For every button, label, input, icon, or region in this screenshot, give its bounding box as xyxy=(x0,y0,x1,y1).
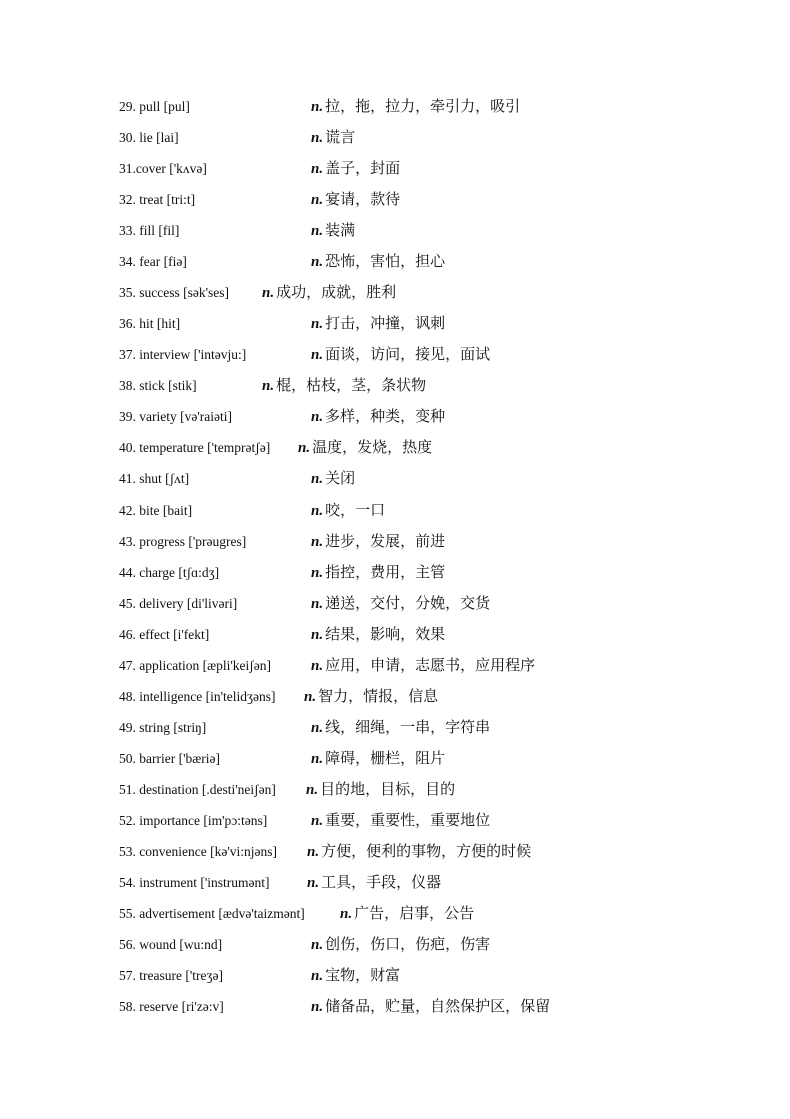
entry-word: 54. instrument ['instrumənt] xyxy=(119,875,270,890)
part-of-speech: n. xyxy=(311,750,324,767)
entry-definition xyxy=(311,625,445,645)
entry-word: 39. variety [və'raiəti] xyxy=(119,409,233,425)
part-of-speech: n. xyxy=(311,968,324,985)
part-of-speech: n. xyxy=(311,347,324,364)
definition-text: 方便，便利的事物，方便的时候 xyxy=(321,843,532,860)
part-of-speech: n. xyxy=(307,843,320,860)
definition-text: 咬，一口 xyxy=(325,502,386,519)
part-of-speech: n. xyxy=(311,595,324,612)
entry-word: 44. charge [tʃɑ:dʒ] xyxy=(119,564,220,580)
part-of-speech: n. xyxy=(311,223,324,240)
part-of-speech: n. xyxy=(311,937,324,954)
definition-text: 工具，手段，仪器 xyxy=(321,875,442,891)
definition-text: 智力，情报，信息 xyxy=(318,688,439,705)
entry-word: 50. barrier ['bæriə] xyxy=(119,750,221,766)
entry-word: 40. temperature ['temprətʃə] xyxy=(119,440,271,456)
entry-word: 58. reserve [ri'zə:v] xyxy=(119,999,224,1015)
part-of-speech: n. xyxy=(262,378,275,395)
entry-definition xyxy=(307,873,441,893)
definition-text: 指控，费用，主管 xyxy=(325,564,446,581)
part-of-speech: n. xyxy=(311,192,324,209)
definition-text: 成功，成就，胜利 xyxy=(276,285,397,302)
entry-definition xyxy=(311,594,490,614)
entry-word: 30. lie [lai] xyxy=(119,130,179,146)
entry-word: 35. success [sək'ses] xyxy=(119,285,230,301)
entry-definition xyxy=(311,345,490,365)
definition-text: 递送，交付，分娩，交货 xyxy=(325,595,491,612)
part-of-speech: n. xyxy=(311,130,324,147)
definition-text: 温度，发烧，热度 xyxy=(312,440,433,457)
part-of-speech: n. xyxy=(311,99,324,115)
entry-definition xyxy=(311,159,400,179)
entry-definition xyxy=(311,501,385,521)
entry-definition xyxy=(311,252,445,272)
entry-word: 46. effect [i'fekt] xyxy=(119,626,210,642)
entry-word: 56. wound [wu:nd] xyxy=(119,937,223,953)
part-of-speech: n. xyxy=(311,161,324,178)
entry-definition xyxy=(311,966,400,986)
entry-definition xyxy=(262,376,426,396)
entry-definition xyxy=(311,935,490,955)
entry-definition xyxy=(340,904,474,924)
entry-word: 33. fill [fil] xyxy=(119,223,180,239)
part-of-speech: n. xyxy=(340,906,353,923)
entry-definition xyxy=(311,407,445,427)
definition-text: 恐怖，害怕，担心 xyxy=(325,254,446,271)
definition-text: 宴请，款待 xyxy=(325,192,401,209)
entry-definition xyxy=(311,128,355,148)
definition-text: 棍，枯枝，茎，条状物 xyxy=(276,378,427,395)
part-of-speech: n. xyxy=(262,285,275,302)
definition-text: 障碍，栅栏，阻片 xyxy=(325,750,446,767)
entry-word: 48. intelligence [in'telidʒəns] xyxy=(119,688,276,704)
entry-definition xyxy=(307,842,531,862)
entry-word: 38. stick [stik] xyxy=(119,378,197,394)
definition-text: 进步，发展，前进 xyxy=(325,533,446,550)
entry-word: 32. treat [tri:t] xyxy=(119,192,196,208)
part-of-speech: n. xyxy=(311,533,324,550)
part-of-speech: n. xyxy=(311,626,324,643)
part-of-speech: n. xyxy=(311,254,324,271)
part-of-speech: n. xyxy=(298,440,311,457)
definition-text: 打击，冲撞，讽刺 xyxy=(325,316,446,333)
definition-text: 盖子，封面 xyxy=(325,161,401,178)
entry-definition xyxy=(304,687,438,707)
definition-text: 创伤，伤口，伤疤，伤害 xyxy=(325,937,491,954)
definition-text: 面谈，访问，接见，面试 xyxy=(325,347,491,364)
entry-word: 51. destination [.desti'neiʃən] xyxy=(119,781,276,797)
entry-word: 36. hit [hit] xyxy=(119,316,181,332)
definition-text: 应用，申请，志愿书，应用程序 xyxy=(325,657,536,674)
definition-text: 装满 xyxy=(325,223,356,240)
entry-word: 43. progress ['prəugres] xyxy=(119,533,247,549)
definition-text: 广告，启事，公告 xyxy=(354,906,475,923)
part-of-speech: n. xyxy=(306,781,319,798)
entry-word: 41. shut [ʃʌt] xyxy=(119,471,190,487)
part-of-speech: n. xyxy=(311,316,324,333)
entry-word: 29. pull [pul] xyxy=(119,99,190,114)
entry-definition xyxy=(262,283,396,303)
entry-word: 57. treasure ['treʒə] xyxy=(119,968,223,984)
entry-definition xyxy=(311,997,550,1017)
part-of-speech: n. xyxy=(311,719,324,736)
definition-text: 目的地，目标，目的 xyxy=(320,781,456,798)
entry-definition xyxy=(311,97,520,117)
part-of-speech: n. xyxy=(311,471,324,488)
entry-word: 45. delivery [di'livəri] xyxy=(119,595,238,611)
entry-definition xyxy=(306,780,455,800)
definition-text: 重要，重要性，重要地位 xyxy=(325,812,491,829)
definition-text: 宝物，财富 xyxy=(325,968,401,985)
entry-definition xyxy=(311,221,355,241)
part-of-speech: n. xyxy=(311,564,324,581)
entry-definition xyxy=(311,718,490,738)
entry-definition xyxy=(311,532,445,552)
entry-word: 49. string [striŋ] xyxy=(119,719,207,735)
definition-text: 谎言 xyxy=(325,130,356,147)
definition-text: 线，细绳，一串，字符串 xyxy=(325,719,491,736)
part-of-speech: n. xyxy=(311,657,324,674)
entry-word: 52. importance [im'pɔ:təns] xyxy=(119,812,268,828)
entry-word: 53. convenience [kə'vi:njəns] xyxy=(119,843,277,859)
part-of-speech: n. xyxy=(311,999,324,1016)
part-of-speech: n. xyxy=(307,875,320,891)
entry-word: 31.cover ['kʌvə] xyxy=(119,161,207,177)
definition-text: 拉，拖，拉力，牵引力，吸引 xyxy=(325,99,521,115)
part-of-speech: n. xyxy=(311,812,324,829)
definition-text: 关闭 xyxy=(325,471,356,488)
entry-word: 37. interview ['intəvju:] xyxy=(119,347,247,363)
entry-definition xyxy=(311,469,355,489)
definition-text: 结果，影响，效果 xyxy=(325,626,446,643)
entry-definition xyxy=(311,314,445,334)
entry-definition xyxy=(311,811,490,831)
part-of-speech: n. xyxy=(311,409,324,426)
entry-word: 47. application [æpli'keiʃən] xyxy=(119,657,272,673)
entry-definition xyxy=(298,438,432,458)
part-of-speech: n. xyxy=(311,502,324,519)
definition-text: 多样，种类，变种 xyxy=(325,409,446,426)
definition-text: 储备品，贮量，自然保护区，保留 xyxy=(325,999,551,1016)
part-of-speech: n. xyxy=(304,688,317,705)
entry-definition xyxy=(311,190,400,210)
entry-definition xyxy=(311,656,535,676)
entry-word: 42. bite [bait] xyxy=(119,502,193,518)
entry-definition xyxy=(311,749,445,769)
entry-word: 34. fear [fiə] xyxy=(119,254,187,270)
entry-word: 55. advertisement [ædvə'taizmənt] xyxy=(119,906,305,922)
entry-definition xyxy=(311,563,445,583)
